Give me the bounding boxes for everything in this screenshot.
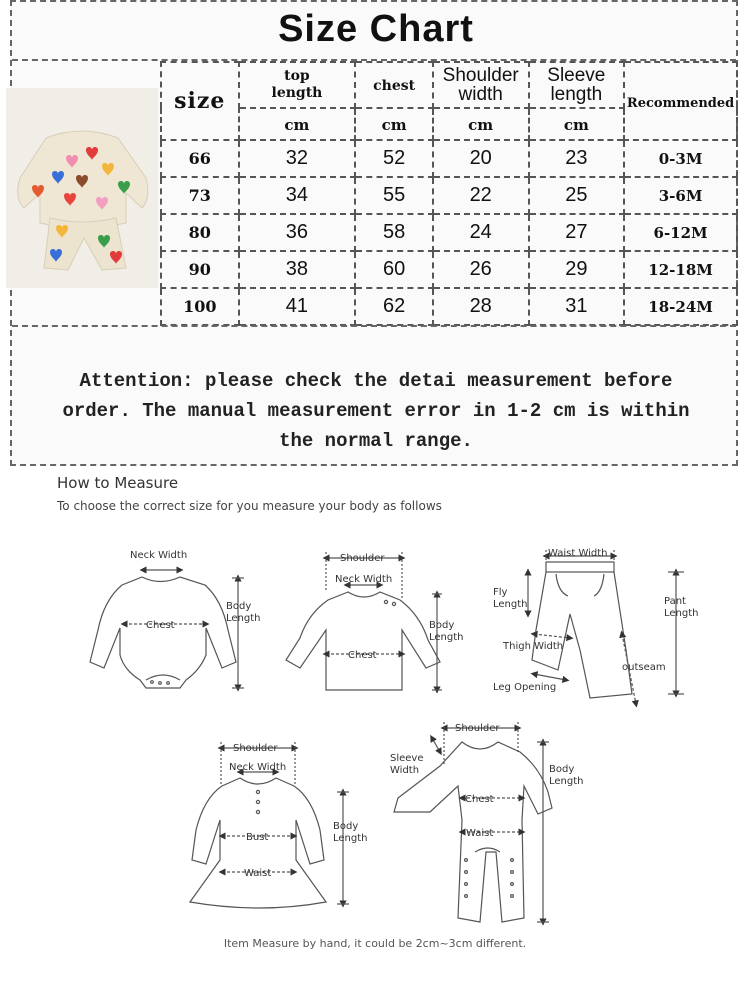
table-row — [161, 177, 737, 214]
header-shoulder-width — [433, 62, 529, 108]
attention-line: Attention: please check the detai measurement before — [79, 370, 673, 392]
unit-label: cm — [468, 115, 494, 134]
cell-sleeve: 27 — [565, 221, 588, 243]
label-pant-length: Pant Length — [664, 596, 699, 619]
header-recommended-label: Recommended — [626, 95, 735, 111]
table-row — [161, 140, 737, 177]
header-sleeve-length-label: Sleeve length — [547, 65, 606, 105]
cell-sleeve: 31 — [565, 295, 588, 317]
cell-shoulder: 28 — [469, 295, 492, 317]
table-row — [161, 251, 737, 288]
how-to-measure-subtitle: To choose the correct size for you measure your body as follows — [57, 499, 442, 513]
unit-label: cm — [381, 115, 407, 134]
how-to-measure-title: How to Measure — [57, 474, 179, 492]
label-body-length: Body Length — [333, 821, 368, 844]
cell-sleeve: 23 — [565, 147, 588, 169]
label-leg-opening: Leg Opening — [493, 682, 557, 693]
cell-recommended: 0-3M — [658, 150, 703, 168]
header-top-length-label: top length — [271, 68, 323, 101]
cell-top-length: 32 — [285, 147, 309, 169]
cell-shoulder: 26 — [469, 258, 492, 280]
table-row — [161, 214, 737, 251]
cell-chest: 58 — [382, 221, 406, 243]
label-neck-width: Neck Width — [130, 550, 188, 561]
cell-recommended: 6-12M — [653, 224, 708, 242]
attention-line: order. The manual measurement error in 1-2 cm is within — [62, 400, 690, 422]
label-shoulder: Shoulder — [233, 743, 278, 754]
label-waist-width: Waist Width — [548, 548, 608, 559]
label-waist: Waist — [466, 828, 494, 839]
unit-cell — [433, 108, 529, 140]
size-chart-card — [10, 0, 738, 466]
label-neck-width: Neck Width — [335, 574, 393, 585]
label-chest: Chest — [348, 650, 377, 661]
table-header-row — [161, 62, 737, 108]
unit-label: cm — [563, 115, 589, 134]
label-chest: Chest — [146, 620, 175, 631]
unit-cell — [355, 108, 433, 140]
header-shoulder-width-label: Shoulder width — [442, 65, 519, 105]
size-chart-title: Size Chart — [278, 8, 474, 50]
cell-sleeve: 25 — [565, 184, 588, 206]
cell-size: 100 — [183, 297, 217, 316]
label-shoulder: Shoulder — [340, 553, 385, 564]
label-fly-length: Fly Length — [493, 587, 528, 610]
attention-line: the normal range. — [279, 430, 473, 452]
unit-cell — [239, 108, 356, 140]
pants-diagram — [528, 550, 684, 704]
unit-label: cm — [284, 115, 310, 134]
label-waist: Waist — [244, 868, 272, 879]
cell-chest: 62 — [382, 295, 406, 317]
label-neck-width: Neck Width — [229, 762, 287, 773]
cell-top-length: 38 — [285, 258, 309, 280]
table-bottom-divider — [12, 325, 736, 327]
table-row — [161, 288, 737, 325]
label-sleeve-width: Sleeve Width — [390, 753, 424, 776]
cell-chest: 60 — [382, 258, 406, 280]
size-table — [160, 61, 738, 326]
header-chest-label: chest — [373, 78, 416, 94]
cell-shoulder: 22 — [469, 184, 492, 206]
label-thigh-width: Thigh Width — [503, 641, 564, 652]
cell-size: 66 — [188, 149, 211, 168]
label-body-length: Body Length — [226, 601, 261, 624]
cell-size: 90 — [188, 260, 211, 279]
header-size — [161, 62, 239, 140]
cell-shoulder: 24 — [469, 221, 492, 243]
header-top-length — [239, 62, 356, 108]
cell-recommended: 3-6M — [658, 187, 703, 205]
cell-size: 80 — [188, 223, 211, 242]
label-shoulder: Shoulder — [455, 723, 500, 734]
attention-note — [12, 366, 740, 456]
long-sleeve-top-diagram — [286, 552, 442, 690]
baby-outfit-illustration — [6, 88, 158, 288]
cell-sleeve: 29 — [565, 258, 588, 280]
cell-top-length: 41 — [285, 295, 309, 317]
cell-recommended: 18-24M — [648, 298, 713, 316]
cell-chest: 55 — [382, 184, 406, 206]
product-photo — [6, 88, 158, 288]
cell-shoulder: 20 — [469, 147, 492, 169]
cell-top-length: 34 — [285, 184, 309, 206]
cell-chest: 52 — [382, 147, 406, 169]
header-sleeve-length — [529, 62, 625, 108]
measurement-footer-note: Item Measure by hand, it could be 2cm~3cm different. — [223, 937, 527, 950]
romper-diagram — [394, 722, 552, 922]
label-chest: Chest — [465, 794, 494, 805]
header-recommended — [624, 62, 737, 140]
header-size-label: size — [174, 88, 226, 114]
label-bust: Bust — [246, 832, 269, 843]
header-chest — [355, 62, 433, 108]
label-body-length: Body Length — [549, 764, 584, 787]
measurement-diagrams — [0, 530, 750, 935]
cell-top-length: 36 — [285, 221, 309, 243]
label-outseam: outseam — [622, 662, 666, 673]
unit-cell — [529, 108, 625, 140]
cell-recommended: 12-18M — [648, 261, 713, 279]
cell-size: 73 — [188, 186, 211, 205]
label-body-length: Body Length — [429, 620, 464, 643]
